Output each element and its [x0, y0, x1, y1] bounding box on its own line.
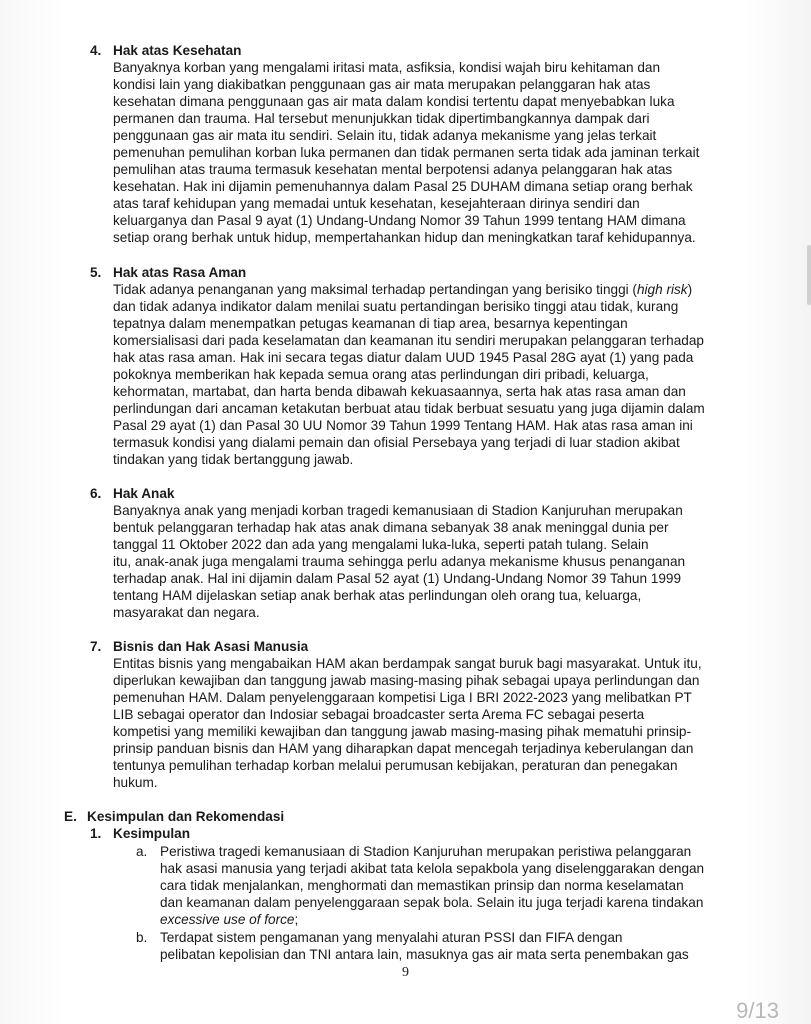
section-number: 4.: [90, 43, 102, 58]
section-heading: [90, 42, 750, 59]
section-bisnis-ham: [90, 638, 750, 791]
list-text-body: Peristiwa tragedi kemanusiaan di Stadion Kanjuruhan merupakan peristiwa pelanggaran hak asasi manusia yang terjadi akibat tata kelola sepakbola yang diselenggarakan dengan cara tidak menjalankan, menghormati dan memastikan prinsip dan norma keselamatan dan keamanan dalam penyelenggaraan sepak bola. Selain itu juga terjadi karena tindakan: [160, 844, 705, 910]
section-paragraph: [113, 281, 750, 468]
section-title: Hak atas Kesehatan: [113, 43, 242, 58]
section-title: Hak Anak: [113, 486, 175, 501]
section-title: Hak atas Rasa Aman: [113, 265, 247, 280]
list-letter: b.: [136, 930, 148, 945]
page-counter: 9/13: [736, 998, 779, 1023]
section-hak-anak: [90, 485, 750, 621]
scrollbar[interactable]: [807, 245, 811, 305]
list-item: [136, 843, 750, 928]
section-number: 5.: [90, 265, 102, 280]
list-letter: a.: [136, 844, 148, 859]
section-number: 6.: [90, 486, 102, 501]
sub-title: Kesimpulan: [113, 826, 191, 841]
section-heading: [90, 485, 750, 502]
page-number: 9: [402, 965, 409, 980]
list-text: Terdapat sistem pengamanan yang menyalahi aturan PSSI dan FIFA dengan pelibatan kepolisian dan TNI antara lain, masuknya gas air mata serta penembakan gas: [160, 930, 689, 962]
section-paragraph: Banyaknya korban yang mengalami iritasi mata, asfiksia, kondisi wajah biru kehitaman dan kondisi lain yang diakibatkan penggunaan gas air mata merupakan pelanggaran hak atas kesehatan dimana penggunaan gas air mata dalam kondisi tertentu dapat menyebabkan luka permanen dan trauma. Hal tersebut menunjukkan tidak dipertimbangkannya dampak dari penggunaan gas air mata itu sendiri. Selain itu, tidak adanya mekanisme yang jelas terkait pemenuhan pemulihan korban luka permanen dan tidak permanen serta tidak ada jaminan terkait pemulihan atas trauma termasuk kesehatan mental berpotensi adanya pelanggaran hak atas kesehatan. Hak ini dijamin pemenuhannya dalam Pasal 25 DUHAM dimana setiap orang berhak atas taraf kehidupan yang memadai untuk kesehatan, kesejahteraan dirinya sendiri dan keluarganya dan Pasal 9 ayat (1) Undang-Undang Nomor 39 Tahun 1999 tentang HAM dimana setiap orang berhak untuk hidup, mempertahankan hidup dan meningkatkan taraf kehidupannya.: [113, 60, 700, 245]
section-heading: [90, 638, 750, 655]
paragraph-italic-term: high risk: [636, 282, 688, 297]
list-text-end: ;: [294, 912, 299, 927]
sub-heading: [90, 825, 190, 842]
section-paragraph: Entitas bisnis yang mengabaikan HAM akan berdampak sangat buruk bagi masyarakat. Untuk itu, diperlukan kewajiban dan tanggung jawab masing-masing pihak sebagai upaya perlindungan dan pemenuhan HAM. Dalam penyelenggaraan kompetisi Liga I BRI 2022-2023 yang melibatkan PT LIB sebagai operator dan Indosiar sebagai broadcaster serta Arema FC sebagai peserta kompetisi yang memiliki kewajiban dan tanggung jawab masing-masing pihak mematuhi prinsip- prinsip panduan bisnis dan HAM yang diharapkan dapat mencegah terjadinya keberulangan dan tentunya pemulihan terhadap korban melalui perumusan kebijakan, peraturan dan penegakan hukum.: [113, 656, 702, 790]
section-hak-kesehatan: [90, 42, 750, 246]
section-hak-rasa-aman: [90, 264, 750, 468]
sub-number: 1.: [90, 826, 102, 841]
major-title: Kesimpulan dan Rekomendasi: [87, 809, 285, 824]
paragraph-text: ) dan tidak adanya indikator dalam menilai suatu pertandingan berisiko tinggi atau tidak, kurang tepatnya dalam menempatkan petugas keamanan di tiap area, besarnya kepentingan komersialisasi dari pada keselamatan dan keamanan itu sendiri merupakan pelanggaran terhadap hak atas rasa aman. Hak ini secara tegas diatur dalam UUD 1945 Pasal 28G ayat (1) yang pada pokoknya memberikan hak kepada semua orang atas perlindungan diri pribadi, keluarga, kehormatan, martabat, dan harta benda dibawah kekuasaannya, serta hak atas rasa aman dan perlindungan dari ancaman ketakutan berbuat atau tidak berbuat sesuatu yang juga dijamin dalam Pasal 29 ayat (1) dan Pasal 30 UU Nomor 39 Tahun 1999 Tentang HAM. Hak atas rasa aman ini termasuk kondisi yang dialami pemain dan ofisial Persebaya yang terjadi di luar stadion akibat tindakan yang tidak bertanggung jawab.: [113, 282, 705, 467]
major-letter: E.: [64, 809, 77, 824]
list-italic-term: excessive use of force: [160, 912, 295, 927]
section-number: 7.: [90, 639, 102, 654]
major-heading: [64, 808, 284, 825]
paragraph-text: Tidak adanya penanganan yang maksimal terhadap pertandingan yang berisiko tinggi (: [113, 282, 637, 297]
list-item: [136, 929, 750, 963]
list-text: [160, 843, 750, 928]
section-heading: [90, 264, 750, 281]
section-title: Bisnis dan Hak Asasi Manusia: [113, 639, 309, 654]
section-paragraph: Banyaknya anak yang menjadi korban tragedi kemanusiaan di Stadion Kanjuruhan merupakan bentuk pelanggaran terhadap hak atas anak dimana sebanyak 38 anak meninggal dunia per tanggal 11 Oktober 2022 dan ada yang mengalami luka-luka, seperti patah tulang. Selain itu, anak-anak juga mengalami trauma sehingga perlu adanya mekanisme khusus penanganan terhadap anak. Hal ini dijamin dalam Pasal 52 ayat (1) Undang-Undang Nomor 39 Tahun 1999 tentang HAM dijelaskan setiap anak berhak atas perlindungan oleh orang tua, keluarga, masyarakat dan negara.: [113, 503, 686, 620]
